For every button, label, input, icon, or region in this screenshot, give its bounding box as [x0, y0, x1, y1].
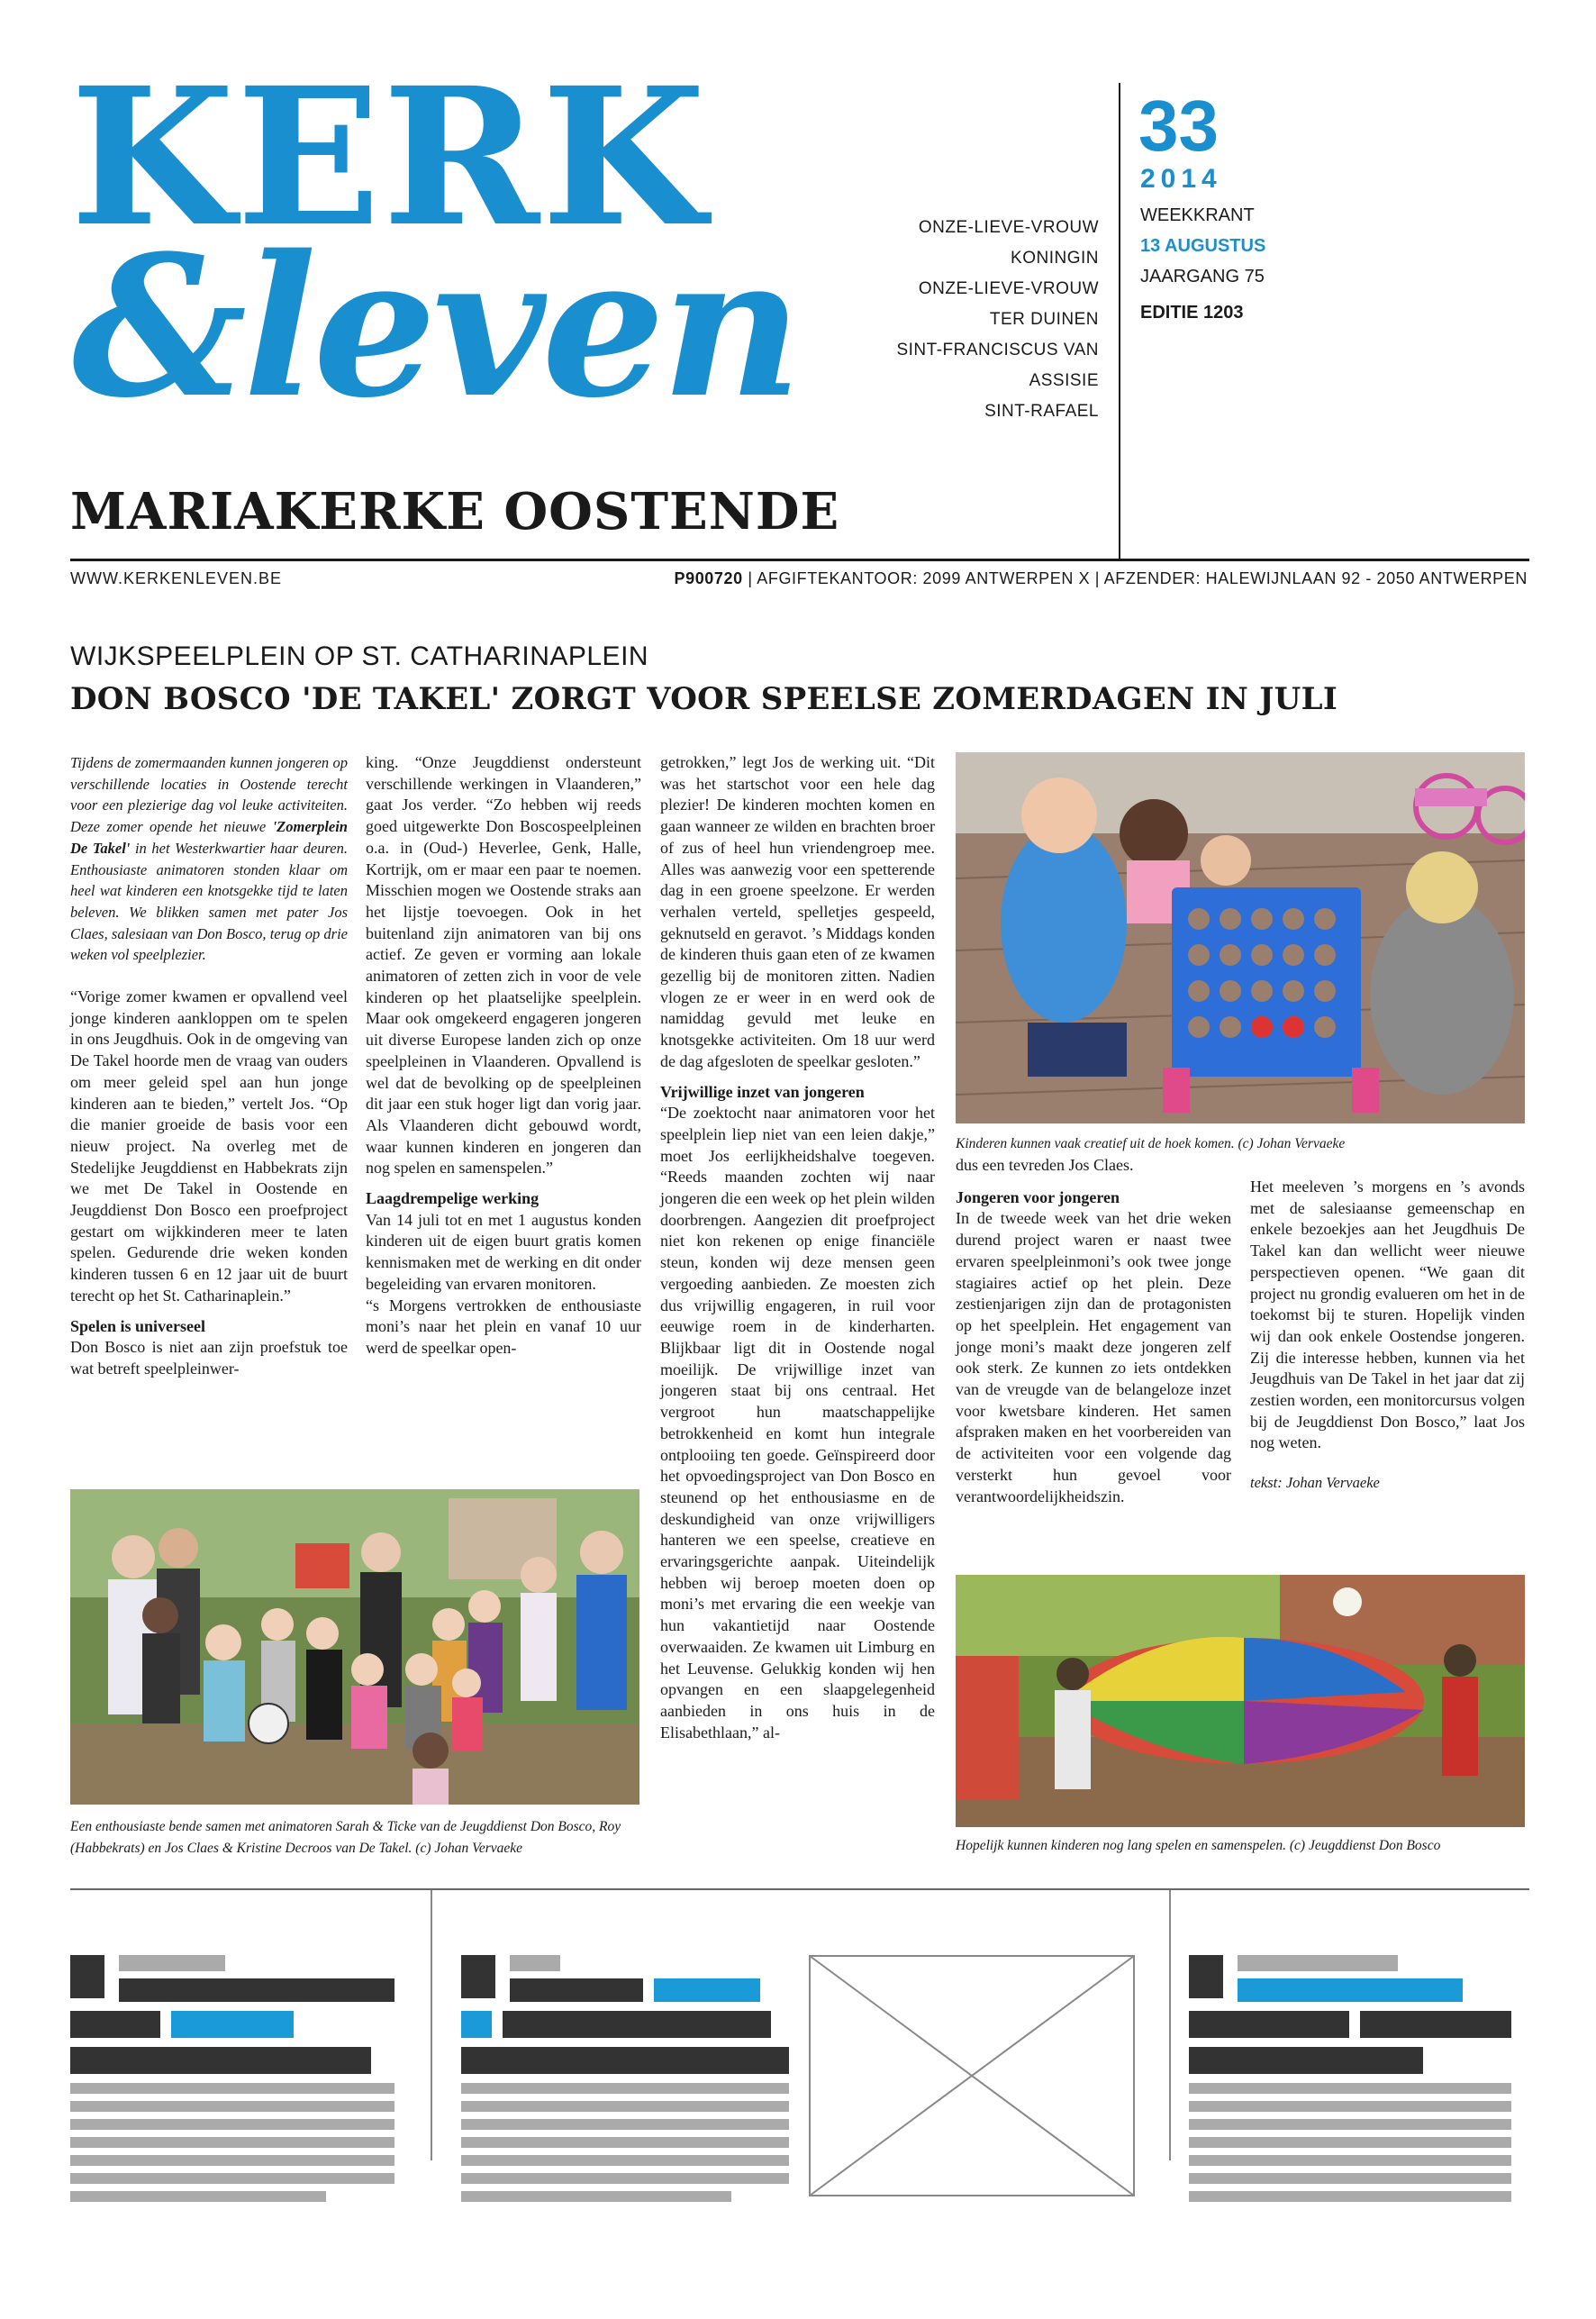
caption-parachute: Hopelijk kunnen kinderen nog lang spelen en samenspelen. (c) Jeugddienst Don Bosco: [956, 1838, 1441, 1853]
issue-year: 2014: [1140, 164, 1222, 194]
subheading: Jongeren voor jongeren: [956, 1187, 1120, 1206]
issue-number: 33: [1138, 86, 1219, 166]
issue-volume: JAARGANG 75: [1140, 267, 1265, 286]
paragraph: king. “Onze Jeugddienst ondersteunt verschillende werkingen in Vlaanderen,” gaat Jos verder. “Zo hebben wij reeds goed uitgewerkte Don Boscospeelpleinen o.a. in (Oud-) Heverlee, Genk, Halle, Kortrijk, om er maar een paar te noemen. Misschien mogen we Oostende straks aan het lijstje toevoegen. Ook in het buitenland zijn animatoren van bij ons actief. Ze geven er vorming aan lokale animatoren of zetten zich in voor de vele kinderen op het plaatselijke speelplein. Maar ook omgekeerd engageren jongeren uit diverse Europese landen zich op onze speelpleinen in Vlaanderen. Opvallend is wel dat de bevolking op de speelpleinen dit jaar een stuk hoger ligt dan vorig jaar. Als Vlaanderen dicht gebouwd wordt, waar kunnen kinderen en jongeren dan nog spelen en samenspelen.”: [366, 753, 641, 1178]
paragraph: getrokken,” legt Jos de werking uit. “Dit was het startschot voor een hele dag plezier! De kinderen mochten komen en gaan wanneer ze wilden en brachten broer of zus of heel hun vriendengroep mee. Alles was aanwezig voor een spetterende dag in een groene speelzone. Er werden verhalen verteld, spelletjes gespeeld, geknutseld en geravot. ’s Middags konden de kinderen thuis gaan eten of ze kwamen gezellig bij de monitoren zitten. Nadien vlogen ze er weer in en werd ook de namiddag gevuld met leuke en knotsgekke activiteiten. Om 18 uur werd de dag afgesloten de speelkar gesloten.”: [660, 753, 935, 1070]
article-kicker: WIJKSPEELPLEIN OP ST. CATHARINAPLEIN: [70, 641, 649, 671]
column-2: [366, 752, 641, 1360]
subheading: Spelen is universeel: [70, 1316, 206, 1335]
paragraph: Van 14 juli tot en met 1 augustus konden kinderen uit de eigen buurt gratis komen kennismaken met de werking en dit onder begeleiding van ervaren monitoren.: [366, 1210, 641, 1293]
parish-line: SINT-RAFAEL: [984, 402, 1099, 421]
parish-line: ASSISIE: [1029, 371, 1099, 390]
paragraph: “s Morgens vertrokken de enthousiaste moni’s naar het plein en vanaf 10 uur werd de speelkar open-: [366, 1296, 641, 1357]
photo-connect-four: [956, 752, 1525, 1123]
ad-image-placeholder: [809, 1955, 1135, 2196]
issue-date: 13 AUGUSTUS: [1140, 236, 1266, 256]
postal-info: [674, 569, 1528, 588]
column-1: [70, 752, 348, 1380]
column-4: [956, 1155, 1231, 1507]
parish-line: TER DUINEN: [989, 310, 1099, 329]
issue-type: WEEKKRANT: [1140, 205, 1255, 225]
paragraph: Don Bosco is niet aan zijn proefstuk toe wat betreft speelpleinwer-: [70, 1338, 348, 1378]
caption-connect-four: Kinderen kunnen vaak creatief uit de hoek komen. (c) Johan Vervaeke: [956, 1136, 1346, 1151]
logo-kerk: KERK: [70, 46, 708, 268]
column-5: [1250, 1177, 1525, 1494]
paragraph: Het meeleven ’s morgens en ’s avonds met de salesiaanse gemeenschap en enkele bezoekjes aan het Jeugdhuis De Takel kan dan wellicht weer nieuwe perspectieven openen. “We gaan dit project nu grondig evalueren om het in de toekomst bij te sturen. Hopelijk vinden wij dan ook enkele Oostendse jongeren. Zij die interesse hebben, kunnen via het Jeugdhuis van De Takel in het jaar dat zij zestien worden, een monitorcursus volgen bij de Jeugddienst Don Bosco,” laat Jos nog weten.: [1250, 1178, 1525, 1452]
photo-group: [70, 1489, 639, 1805]
paragraph: “Vorige zomer kwamen er opvallend veel jonge kinderen aankloppen om te spelen in ons Jeugdhuis. Ook in de omgeving van De Takel hoorde men de vraag van ouders om meer geleid spel aan hun jonge kinderen aan te bieden,” vertelt Jos. “Op die manier groeide de basis voor een nieuw project. Na overleg met de Stedelijke Jeugddienst en Habbekrats zijn we met De Takel in Oostende en Jeugddienst Don Bosco een proefproject gestart om wijkkinderen meer te laten spelen. Gedurende drie weken konden kinderen tussen 6 en 12 jaar uit de buurt terecht op het St. Catharinaplein.”: [70, 987, 348, 1305]
ads-divider: [1169, 1890, 1171, 2160]
website-link[interactable]: WWW.KERKENLEVEN.BE: [70, 569, 283, 587]
article-intro: Tijdens de zomermaanden kunnen jongeren op verschillende locaties in Oostende terecht voor een plezierige dag vol leuke activiteiten. Deze zomer opende het nieuwe 'Zomerplein De Takel' in het Westerkwartier haar deuren. Enthousiaste animatoren stonden klaar om heel wat kinderen een knotsgekke tijd te laten beleven. We blikken samen met pater Jos Claes, salesiaan van Don Bosco, terug op drie weken vol speelplezier.: [70, 754, 349, 964]
column-3: [660, 752, 935, 1743]
masthead-rule: [70, 559, 1529, 561]
caption-group: Een enthousiaste bende samen met animatoren Sarah & Ticke van de Jeugddienst Don Bosco, Roy (Habbekrats) en Jos Claes & Kristine Decroos van De Takel. (c) Johan Vervaeke: [70, 1819, 621, 1856]
paragraph: In de tweede week van het drie weken durend project waren er naast twee ervaren speelpleinmoni’s ook twee jonge stagiaires actief op het plein. Deze zestienjarigen zijn dan de protagonisten op het speelplein. Het engagement van jonge moni’s maakt deze jongeren zelf ook sterk. Ze kunnen zo iets ontdekken van de vreugde van de belangeloze inzet voor kwetsbare kinderen. Het samen afspraken maken en het voorbereiden van de activiteiten voor een volgende dag versterkt hun gevoel voor verantwoordelijkheidszin.: [956, 1209, 1231, 1505]
ads-rule: [70, 1888, 1529, 1890]
parish-line: ONZE-LIEVE-VROUW: [918, 279, 1099, 298]
ads-divider: [431, 1890, 432, 2160]
subheading: Laagdrempelige werking: [366, 1189, 540, 1208]
photo-parachute: [956, 1575, 1525, 1827]
article-headline: DON BOSCO 'DE TAKEL' ZORGT VOOR SPEELSE ZOMERDAGEN IN JULI: [70, 681, 1338, 717]
parish-line: SINT-FRANCISCUS VAN: [896, 341, 1099, 359]
region-title: MARIAKERKE OOSTENDE: [70, 482, 840, 541]
paragraph: dus een tevreden Jos Claes.: [956, 1156, 1134, 1174]
parish-line: KONINGIN: [1011, 249, 1099, 268]
logo-leven: &leven: [72, 213, 799, 441]
parish-line: ONZE-LIEVE-VROUW: [918, 218, 1099, 237]
issue-edition: EDITIE 1203: [1140, 303, 1244, 323]
postal-details: | AFGIFTEKANTOOR: 2099 ANTWERPEN X | AFZENDER: HALEWIJNLAAN 92 - 2050 ANTWERPEN: [742, 569, 1528, 587]
postal-code: P900720: [674, 569, 743, 587]
paragraph: “De zoektocht naar animatoren voor het speelplein liep niet van een leien dakje,” moet Jos eerlijkheidshalve toegeven. “Reeds maanden zochten wij naar jongeren die een week op het plein wilden doorbrengen. Aangezien dit proefproject niet kon rekenen op enige financiële steun, konden wij deze mensen geen vergoeding aanbieden. Ze moesten zich dus vrijwillig engageren, in ruil voor eeuwige roem in de kinderharten. Blijkbaar ligt dit in Oostende nogal moeilijk. De vrijwillige inzet van jongeren staat bij ons centraal. Het vergroot hun maatschappelijke betrokkenheid en komt hun integrale ontplooiing ten goede. Geïnspireerd door het opvoedingsproject van Don Bosco en steunend op het enthousiasme en de deskundigheid van onze vrijwilligers hanteren we een speelse, creatieve en ervaringsgerichte aanpak. Uiteindelijk hebben wij beroep moeten doen op moni’s met ervaring die een weekje van hun vakantietijd naar Oostende overwaaiden. Ze kwamen uit Limburg en het Leuvense. Gelukkig konden wij hen opvangen en een slaapgelegenheid aanbieden in ons huis in de Elisabethlaan,” al-: [660, 1104, 935, 1742]
parish-list: [896, 213, 1099, 427]
subheading: Vrijwillige inzet van jongeren: [660, 1082, 865, 1101]
masthead-divider: [1119, 83, 1120, 560]
issue-meta: [1140, 200, 1265, 328]
byline: tekst: Johan Vervaeke: [1250, 1474, 1380, 1492]
